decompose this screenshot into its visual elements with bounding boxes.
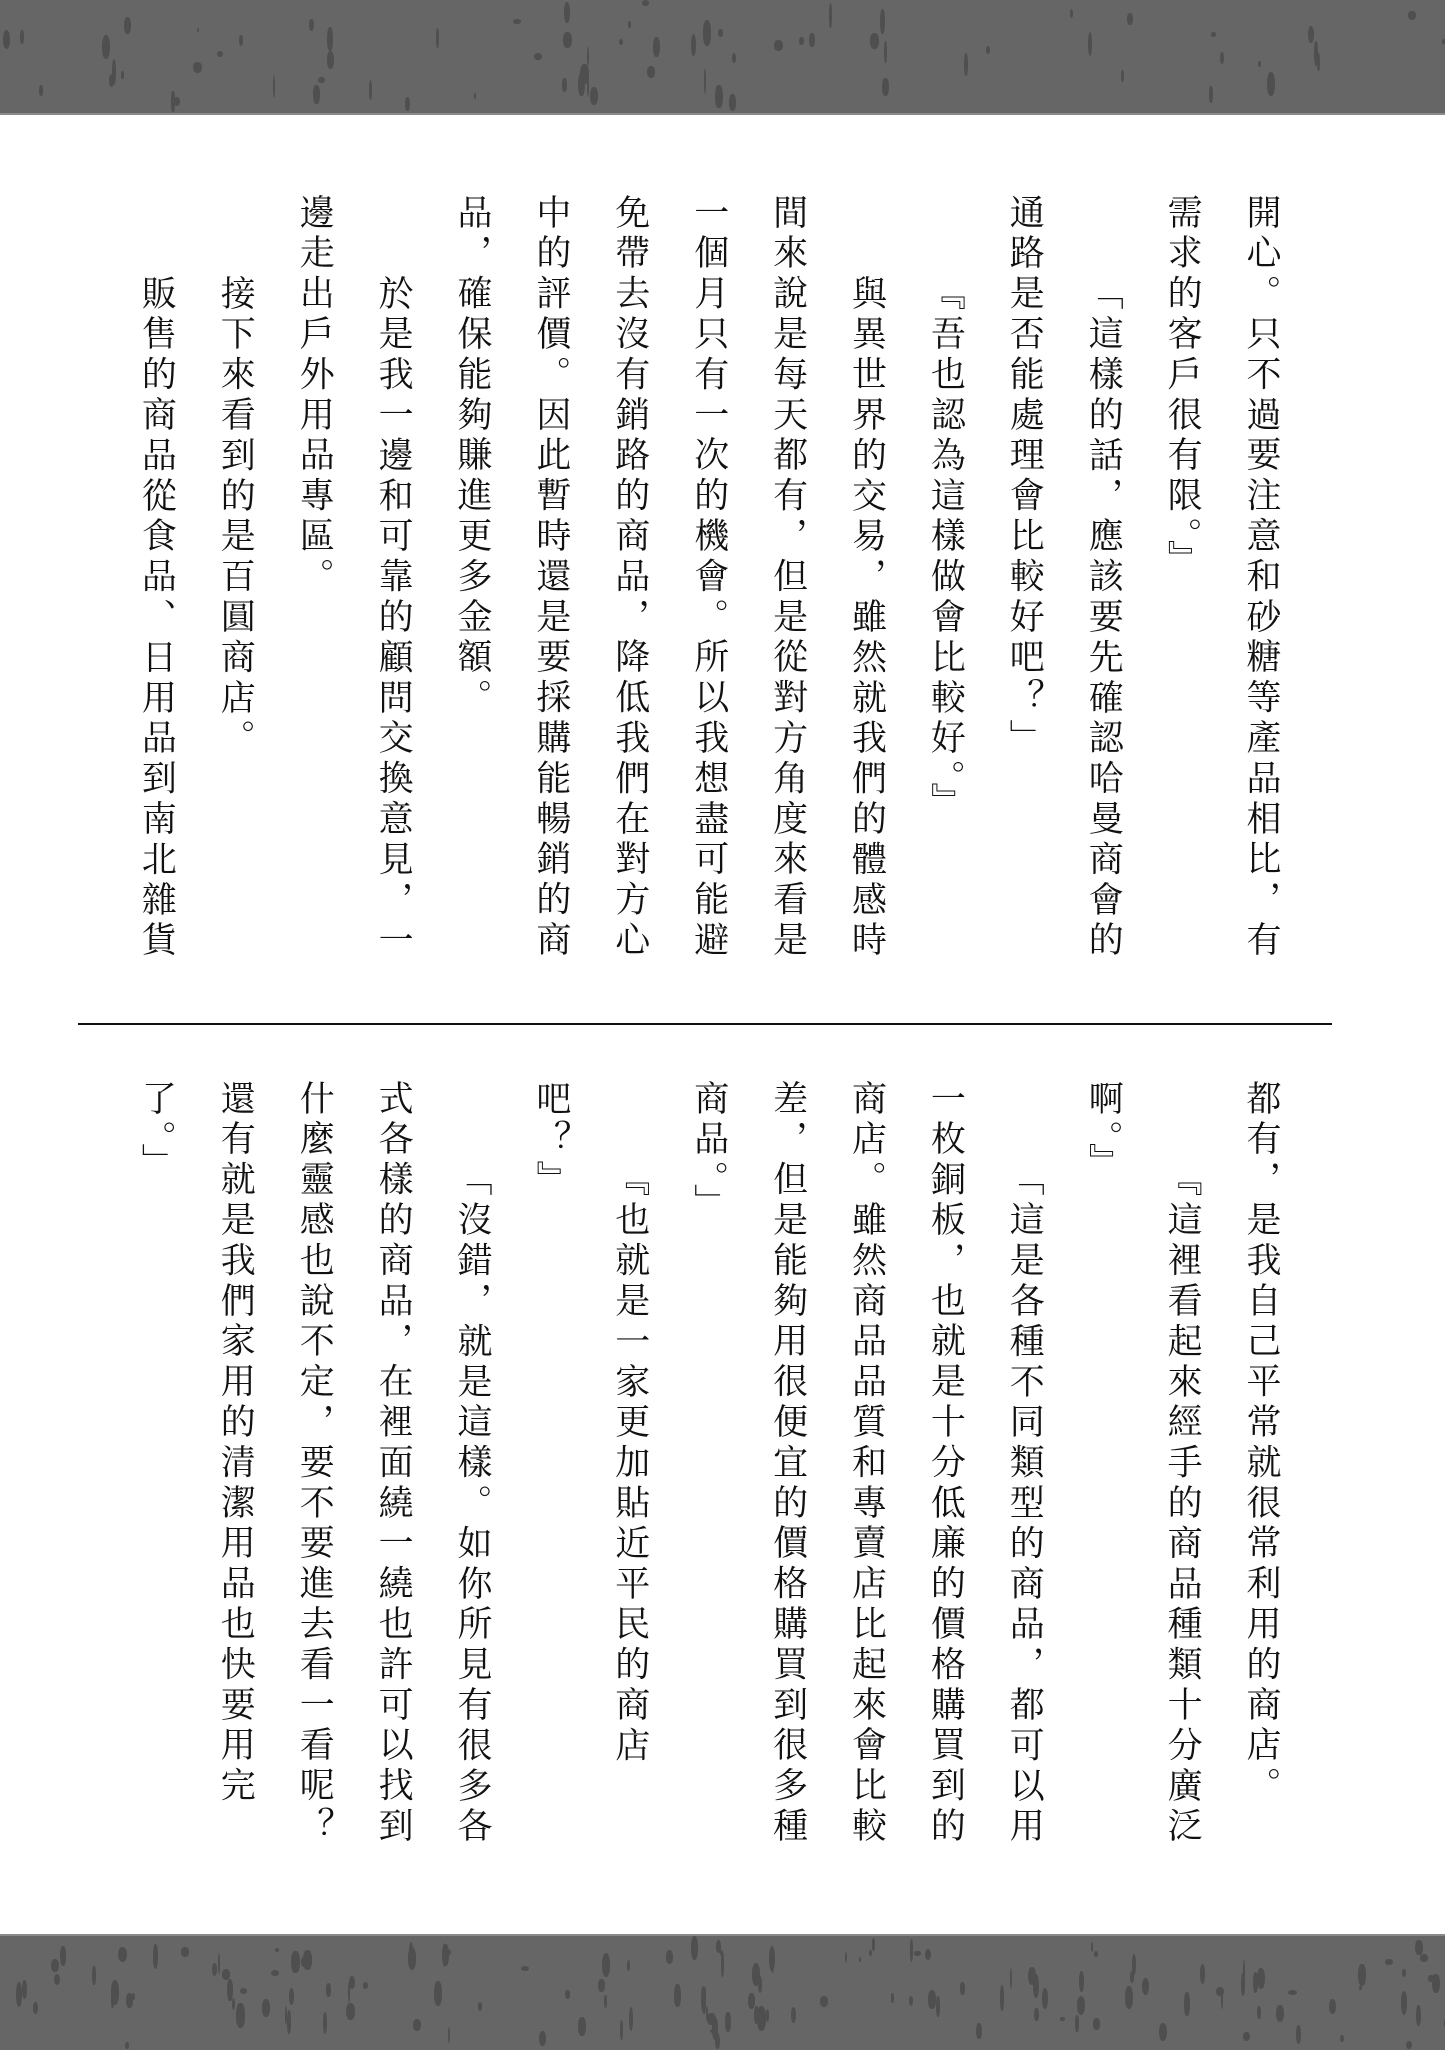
texture-speck <box>318 77 325 83</box>
texture-speck <box>271 1970 279 1976</box>
text-column: 『這裡看起來經手的商品種類十分廣泛 <box>1162 1160 1203 1848</box>
texture-speck <box>54 1974 61 1985</box>
texture-speck <box>715 85 722 108</box>
texture-speck <box>604 1995 606 2008</box>
texture-speck <box>1308 26 1314 43</box>
texture-speck <box>124 17 131 34</box>
texture-speck <box>1034 2008 1038 2021</box>
text-column: 通路是否能處理會比較好吧？」 <box>1004 194 1045 760</box>
texture-speck <box>1077 1996 1086 2015</box>
texture-speck <box>564 2 570 23</box>
texture-speck <box>647 66 655 78</box>
text-column: 吧？』 <box>530 1080 571 1202</box>
texture-speck <box>578 73 585 96</box>
text-column: 什麼靈感也說不定，要不要進去看一看呢？ <box>294 1080 335 1848</box>
texture-speck <box>275 1948 279 1952</box>
texture-speck <box>349 1976 355 1989</box>
text-column: 邊走出戶外用品專區。 <box>294 194 335 598</box>
texture-speck <box>326 1983 331 1998</box>
texture-speck <box>405 97 409 111</box>
texture-speck <box>132 1993 135 2000</box>
texture-speck <box>1288 1990 1297 1995</box>
texture-speck <box>891 1993 893 2003</box>
texture-speck <box>704 1986 706 2007</box>
texture-speck <box>598 1979 605 1992</box>
texture-speck <box>448 2027 450 2043</box>
texture-speck <box>725 2012 731 2032</box>
texture-speck <box>92 1966 95 1985</box>
texture-speck <box>809 33 814 47</box>
texture-speck <box>1402 1969 1406 1976</box>
texture-speck <box>619 39 623 44</box>
texture-speck <box>928 1990 935 2008</box>
top-texture-band <box>0 0 1445 115</box>
text-column: 品，確保能夠賺進更多金額。 <box>452 194 492 720</box>
texture-speck <box>1385 1959 1392 1965</box>
texture-speck <box>960 1982 965 1994</box>
texture-speck <box>964 53 968 76</box>
text-column: 開心。只不過要注意和砂糖等產品相比，有 <box>1241 194 1281 962</box>
texture-speck <box>870 33 878 48</box>
texture-speck <box>181 1947 189 1957</box>
texture-speck <box>1211 32 1216 37</box>
text-column: 「這是各種不同類型的商品，都可以用 <box>1004 1160 1045 1848</box>
texture-speck <box>51 1959 60 1972</box>
texture-speck <box>758 1976 763 1993</box>
texture-speck <box>1401 1991 1407 2015</box>
texture-speck <box>436 28 439 48</box>
texture-speck <box>39 85 43 96</box>
texture-speck <box>1257 1968 1265 1990</box>
texture-speck <box>539 2031 547 2045</box>
texture-speck <box>474 93 476 99</box>
texture-speck <box>1317 53 1320 71</box>
texture-speck <box>197 28 199 32</box>
texture-speck <box>1127 13 1133 25</box>
texture-speck <box>1359 1986 1363 1990</box>
texture-speck <box>443 1949 452 1956</box>
texture-speck <box>174 97 180 106</box>
texture-speck <box>627 1960 630 1971</box>
texture-speck <box>22 1980 27 2000</box>
texture-speck <box>620 2020 623 2040</box>
texture-speck <box>1075 2015 1079 2032</box>
texture-speck <box>986 46 990 54</box>
texture-speck <box>236 2003 245 2027</box>
texture-speck <box>1028 1967 1036 1985</box>
texture-speck <box>287 2010 291 2034</box>
text-column: 中的評價。因此暫時還是要採購能暢銷的商 <box>530 194 571 962</box>
texture-speck <box>1094 1951 1098 1957</box>
texture-speck <box>1184 1992 1190 2016</box>
texture-speck <box>112 59 116 85</box>
texture-speck <box>799 37 804 45</box>
texture-speck <box>1042 1988 1049 2009</box>
texture-speck <box>1420 1954 1428 1961</box>
texture-speck <box>1142 1978 1150 1996</box>
texture-speck <box>771 1957 774 1973</box>
texture-speck <box>363 1982 369 1989</box>
texture-speck <box>289 1988 294 2005</box>
texture-speck <box>909 1996 914 2006</box>
texture-speck <box>513 19 521 24</box>
texture-speck <box>16 1982 22 2007</box>
text-column: 商店。雖然商品品質和專賣店比起來會比較 <box>846 1080 887 1848</box>
text-column: 一個月只有一次的機會。所以我想盡可能避 <box>688 194 729 962</box>
texture-speck <box>729 94 736 111</box>
texture-speck <box>884 41 886 64</box>
texture-speck <box>563 32 572 48</box>
texture-speck <box>820 1996 828 2007</box>
texture-speck <box>1088 32 1092 56</box>
texture-speck <box>791 2007 796 2023</box>
texture-speck <box>478 2002 483 2010</box>
texture-speck <box>1276 2005 1284 2021</box>
text-column: 式各樣的商品，在裡面繞一繞也許可以找到 <box>373 1080 414 1848</box>
texture-speck <box>434 1981 442 2006</box>
texture-speck <box>327 27 333 51</box>
texture-speck <box>882 78 889 96</box>
text-column: 都有，是我自己平常就很常利用的商店。 <box>1241 1080 1281 1808</box>
texture-speck <box>1070 9 1073 18</box>
text-column: 『也就是一家更加貼近平民的商店 <box>609 1160 650 1767</box>
texture-speck <box>642 0 650 6</box>
bottom-texture-band <box>0 1934 1445 2050</box>
texture-speck <box>1267 72 1275 96</box>
section-divider-line <box>78 1023 1332 1025</box>
texture-speck <box>1296 2025 1301 2043</box>
texture-speck <box>534 53 542 60</box>
text-column: 啊。』 <box>1083 1080 1124 1184</box>
text-column: 與異世界的交易，雖然就我們的體感時 <box>846 274 887 962</box>
texture-speck <box>754 2006 759 2024</box>
texture-speck <box>193 62 202 73</box>
texture-speck <box>732 53 736 63</box>
texture-speck <box>217 51 223 58</box>
texture-speck <box>291 1951 299 1973</box>
texture-speck <box>1257 2006 1260 2019</box>
text-column: 販售的商品從食品、日用品到南北雜貨 <box>136 274 177 962</box>
texture-speck <box>102 35 110 59</box>
text-column: 需求的客戶很有限。』 <box>1162 194 1203 581</box>
texture-speck <box>628 21 630 27</box>
texture-speck <box>914 1951 920 1956</box>
texture-speck <box>1415 1940 1423 1955</box>
texture-speck <box>748 1993 755 2009</box>
texture-speck <box>880 9 885 34</box>
texture-speck <box>602 1953 610 1978</box>
texture-speck <box>313 85 319 104</box>
texture-speck <box>1121 70 1124 81</box>
texture-speck <box>859 1957 861 1962</box>
texture-speck <box>1416 2005 1421 2025</box>
texture-speck <box>262 1999 270 2017</box>
texture-speck <box>3 30 11 49</box>
text-column: 免帶去沒有銷路的商品，降低我們在對方心 <box>609 194 650 962</box>
texture-speck <box>239 35 243 46</box>
texture-speck <box>562 78 567 92</box>
text-column: 接下來看到的是百圓商店。 <box>215 274 256 760</box>
texture-speck <box>1093 2018 1099 2030</box>
texture-speck <box>976 2023 982 2039</box>
texture-speck <box>1408 11 1416 20</box>
texture-speck <box>936 1996 940 2016</box>
texture-speck <box>718 29 723 37</box>
texture-speck <box>704 68 706 93</box>
texture-speck <box>565 1990 570 1998</box>
texture-speck <box>212 1963 218 1976</box>
texture-speck <box>273 75 275 98</box>
texture-speck <box>346 2003 355 2020</box>
texture-speck <box>125 2042 129 2049</box>
texture-speck <box>1000 1985 1004 2010</box>
texture-speck <box>1432 1974 1440 1993</box>
text-column: 於是我一邊和可靠的顧問交換意見，一 <box>373 274 414 962</box>
texture-speck <box>715 2033 720 2049</box>
texture-speck <box>323 2012 327 2034</box>
texture-speck <box>1258 61 1262 67</box>
texture-speck <box>121 71 123 79</box>
texture-speck <box>1132 1954 1136 1976</box>
text-column: 一枚銅板，也就是十分低廉的價格購買到的 <box>925 1080 966 1848</box>
texture-speck <box>925 1949 931 1961</box>
texture-speck <box>1209 86 1212 103</box>
texture-speck <box>1200 1964 1206 1984</box>
texture-speck <box>829 3 832 28</box>
texture-speck <box>691 1936 698 1960</box>
texture-speck <box>218 1953 220 1974</box>
texture-speck <box>301 1957 307 1966</box>
texture-speck <box>590 87 598 105</box>
texture-speck <box>1442 39 1445 44</box>
texture-speck <box>1161 2028 1165 2040</box>
texture-speck <box>309 19 314 32</box>
texture-speck <box>872 1938 874 1951</box>
texture-speck <box>1220 52 1224 64</box>
texture-speck <box>153 1944 158 1969</box>
text-column: 差，但是能夠用很便宜的價格購買到很多種 <box>767 1080 808 1848</box>
texture-speck <box>721 1952 724 1977</box>
texture-speck <box>20 30 24 44</box>
texture-speck <box>1079 1971 1084 1992</box>
text-column: 商品。」 <box>688 1080 729 1225</box>
texture-speck <box>60 1946 66 1965</box>
texture-speck <box>666 1950 673 1963</box>
text-column: 「這樣的話，應該要先確認哈曼商會的 <box>1083 274 1124 962</box>
texture-speck <box>703 20 711 46</box>
texture-speck <box>327 51 334 69</box>
text-column: 『吾也認為這樣做會比較好。』 <box>925 274 966 823</box>
texture-speck <box>1125 1986 1133 2008</box>
texture-speck <box>910 1939 913 1963</box>
texture-speck <box>766 2009 769 2022</box>
texture-speck <box>1243 1960 1245 1982</box>
texture-speck <box>1340 2035 1344 2042</box>
texture-speck <box>691 34 696 57</box>
texture-speck <box>111 1980 119 2005</box>
texture-speck <box>240 1988 248 1994</box>
texture-speck <box>118 1947 127 1963</box>
text-column: 間來說是每天都有，但是從對方角度來看是 <box>767 194 808 962</box>
texture-speck <box>587 47 589 66</box>
texture-speck <box>1243 2032 1250 2041</box>
texture-speck <box>413 2019 421 2031</box>
texture-speck <box>1329 1999 1336 2014</box>
texture-speck <box>774 40 783 51</box>
texture-speck <box>369 80 372 99</box>
text-column: 了。」 <box>136 1080 177 1184</box>
text-column: 還有就是我們家用的清潔用品也快要用完 <box>215 1080 256 1808</box>
texture-speck <box>33 2002 38 2014</box>
texture-speck <box>578 2017 586 2036</box>
texture-speck <box>629 2007 634 2031</box>
texture-speck <box>1060 2017 1065 2021</box>
texture-speck <box>1010 1968 1012 1989</box>
texture-speck <box>674 1984 681 2007</box>
texture-speck <box>171 91 174 112</box>
texture-speck <box>1091 1942 1094 1952</box>
texture-speck <box>521 1966 529 1972</box>
texture-speck <box>1358 1964 1366 1985</box>
texture-speck <box>845 1952 848 1963</box>
text-column: 「沒錯，就是這樣。如你所見有很多各 <box>452 1160 492 1848</box>
texture-speck <box>232 1998 236 2010</box>
texture-speck <box>653 37 660 57</box>
